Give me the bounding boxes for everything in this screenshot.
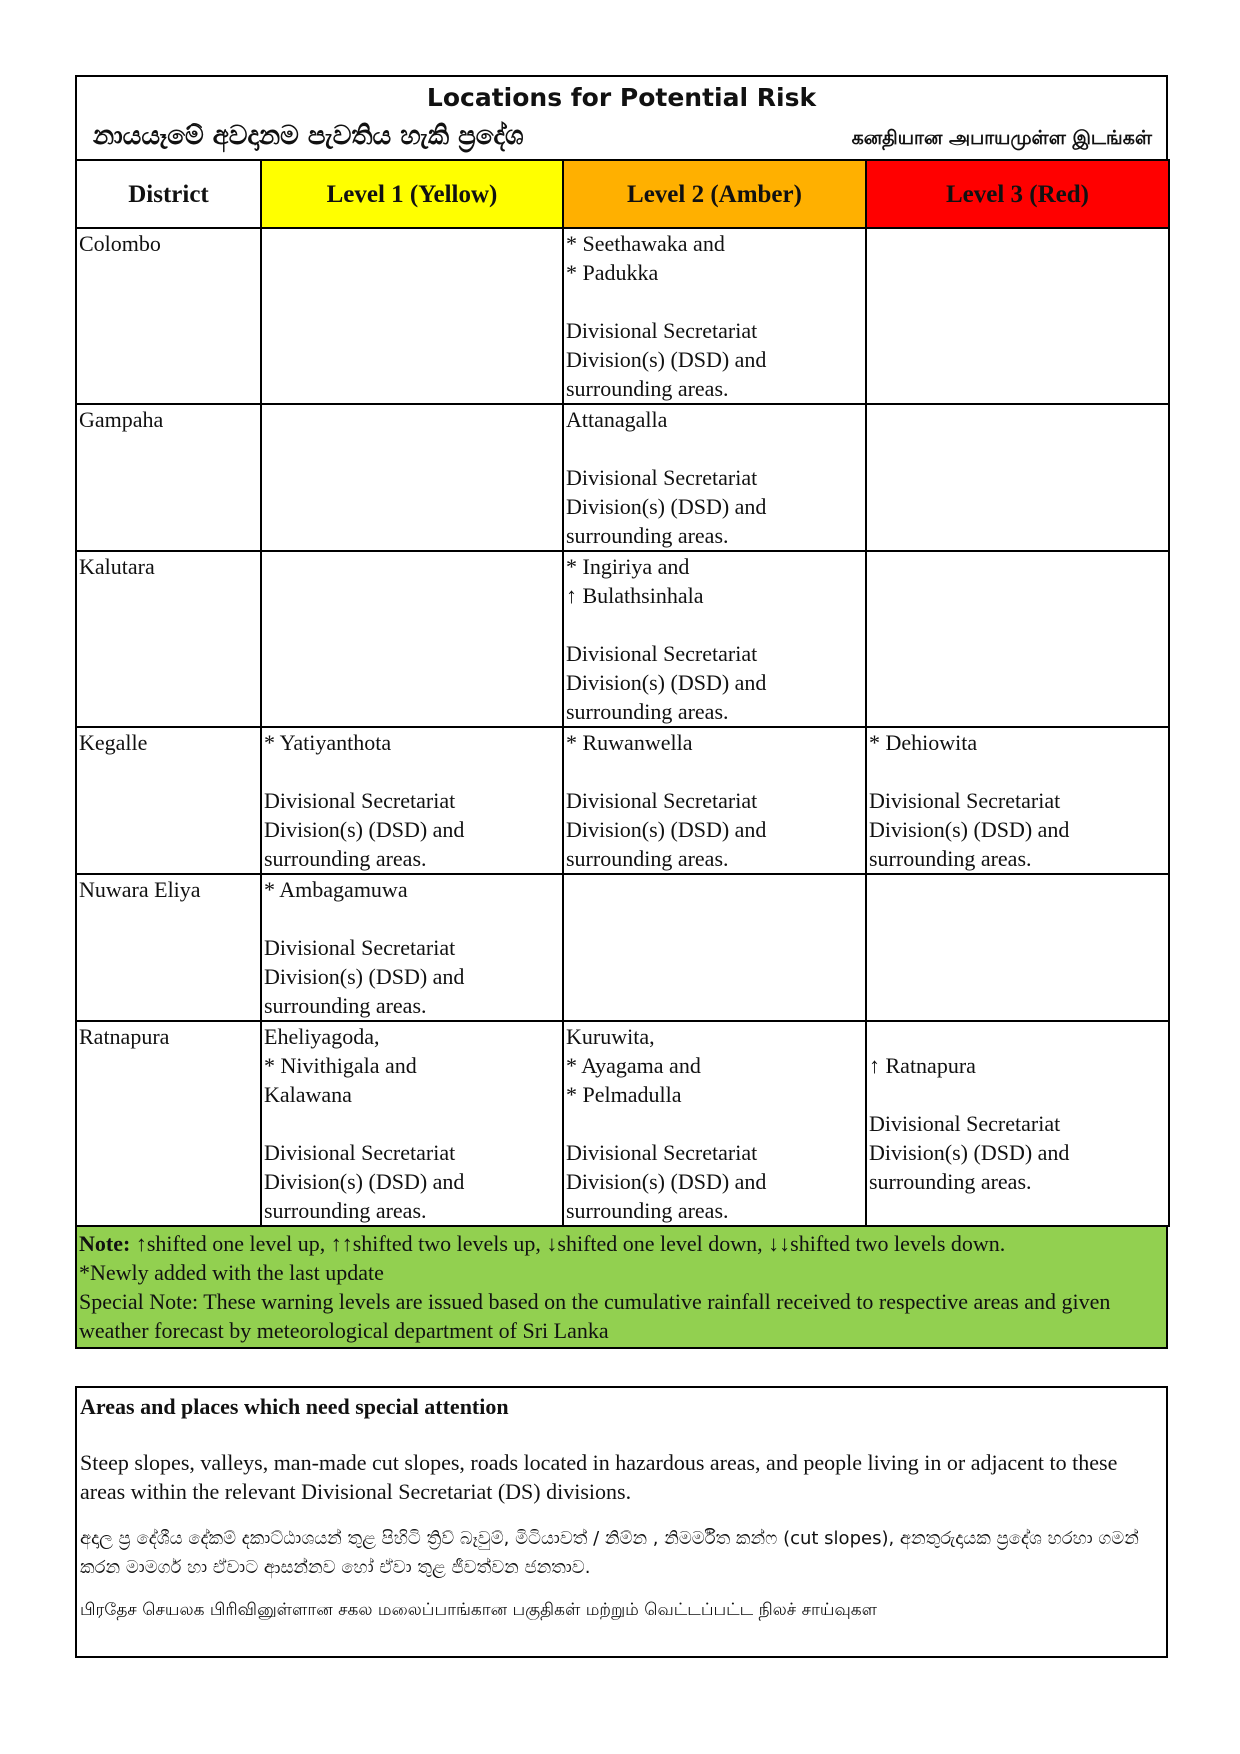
title-tamil: கனதியான அபாயமுள்ள இடங்கள் [851, 127, 1152, 149]
dsd-text: surrounding areas. [869, 846, 1032, 871]
district-cell: Nuwara Eliya [76, 874, 261, 1021]
district-cell: Kegalle [76, 727, 261, 874]
place-name: Eheliyagoda, [264, 1024, 380, 1049]
dsd-text: Division(s) (DSD) and [869, 817, 1070, 842]
note-box [75, 1227, 1168, 1349]
table-row [76, 404, 1169, 551]
title-english: Locations for Potential Risk [426, 83, 817, 112]
risk-sheet [75, 75, 1168, 1349]
attention-english: Steep slopes, valleys, man-made cut slopes, roads located in hazardous areas, and people living in or adjacent to these areas within the relevant Divisional Secretariat (DS) divisions. [80, 1450, 1118, 1504]
level-1-cell [261, 228, 563, 404]
district-cell: Kalutara [76, 551, 261, 727]
dsd-text: Division(s) (DSD) and [264, 1169, 465, 1194]
place-name: * Dehiowita [869, 730, 978, 755]
level-2-cell [563, 874, 866, 1021]
place-name: Kuruwita, [566, 1024, 655, 1049]
place-name: * Ruwanwella [566, 730, 693, 755]
note-line-1 [79, 1229, 1164, 1258]
dsd-text: surrounding areas. [869, 1169, 1032, 1194]
column-header-district: District [76, 160, 261, 228]
dsd-text: Divisional Secretariat [566, 318, 758, 343]
attention-tamil: பிரதேச செயலக பிரிவினுள்ளான சகல மலைப்பாங்கான பகுதிகள் மற்றும் வெட்டப்பட்ட நிலச் சாய்வுகள [80, 1600, 877, 1620]
column-header-level-1: Level 1 (Yellow) [261, 160, 563, 228]
dsd-text: Divisional Secretariat [264, 935, 456, 960]
dsd-text: Divisional Secretariat [264, 1140, 456, 1165]
district-cell: Colombo [76, 228, 261, 404]
place-name: ↑ Ratnapura [869, 1053, 976, 1078]
table-row [76, 551, 1169, 727]
header-row [76, 160, 1169, 228]
dsd-text: surrounding areas. [566, 1198, 729, 1223]
level-1-cell [261, 1021, 563, 1226]
attention-sinhala: අදාල ප්‍ර දේශීය දේකම් දකාට්ඨාශයන් තුළ පිහිටි ත්‍රිව් බෑවුම්, මිටියාවත් / නිම්න , නිමර්මිත කන්ෆ (cut slopes), අනතුරුදායක ප්‍රදේශ හරහා ගමන් කරන මාමර්ග හා ඒවාට ආසන්නව හෝ ඒවා තුළ ජීවත්වන ජනතාව. [80, 1528, 1139, 1578]
special-attention-box [75, 1386, 1168, 1658]
special-note: Special Note: These warning levels are issued based on the cumulative rainfall received to respective areas and given weather forecast by meteorological department of Sri Lanka [79, 1289, 1111, 1343]
title-box [75, 75, 1168, 159]
place-name: * Seethawaka and [566, 231, 725, 256]
level-3-cell [866, 404, 1169, 551]
dsd-text: Divisional Secretariat [869, 788, 1061, 813]
dsd-text: Division(s) (DSD) and [566, 347, 767, 372]
table-row [76, 727, 1169, 874]
dsd-text: surrounding areas. [566, 846, 729, 871]
table-row [76, 1021, 1169, 1226]
district-cell: Ratnapura [76, 1021, 261, 1226]
dsd-text: Divisional Secretariat [264, 788, 456, 813]
place-name: * Nivithigala and [264, 1053, 417, 1078]
level-3-cell [866, 551, 1169, 727]
place-name: * Yatiyanthota [264, 730, 392, 755]
level-1-cell [261, 727, 563, 874]
dsd-text: Division(s) (DSD) and [566, 670, 767, 695]
level-2-cell [563, 228, 866, 404]
title-sinhala: නායයෑමේ අවදානම පැවතිය හැකි ප්‍රදේශ [93, 121, 524, 151]
column-header-level-3: Level 3 (Red) [866, 160, 1169, 228]
place-name: * Ambagamuwa [264, 877, 408, 902]
level-2-cell [563, 551, 866, 727]
level-1-cell [261, 551, 563, 727]
table-row [76, 874, 1169, 1021]
dsd-text: Division(s) (DSD) and [264, 817, 465, 842]
level-3-cell [866, 874, 1169, 1021]
place-name: Kalawana [264, 1082, 352, 1107]
dsd-text: surrounding areas. [566, 376, 729, 401]
dsd-text: surrounding areas. [264, 993, 427, 1018]
note-label: Note: [79, 1231, 131, 1256]
level-3-cell [866, 727, 1169, 874]
note-line-2: *Newly added with the last update [79, 1260, 384, 1285]
place-name: * Padukka [566, 260, 659, 285]
place-name: ↑ Bulathsinhala [566, 583, 704, 608]
dsd-text: surrounding areas. [264, 1198, 427, 1223]
place-name: * Pelmadulla [566, 1082, 682, 1107]
dsd-text: Divisional Secretariat [566, 465, 758, 490]
level-1-cell [261, 404, 563, 551]
level-2-cell [563, 727, 866, 874]
dsd-text: Division(s) (DSD) and [566, 817, 767, 842]
level-2-cell [563, 404, 866, 551]
risk-table [75, 159, 1170, 1227]
level-1-cell [261, 874, 563, 1021]
attention-title: Areas and places which need special attention [80, 1394, 509, 1419]
dsd-text: Division(s) (DSD) and [566, 1169, 767, 1194]
level-2-cell [563, 1021, 866, 1226]
dsd-text: Divisional Secretariat [566, 788, 758, 813]
risk-table-body [76, 228, 1169, 1226]
place-name: * Ingiriya and [566, 554, 690, 579]
dsd-text: surrounding areas. [566, 523, 729, 548]
dsd-text: Divisional Secretariat [566, 641, 758, 666]
dsd-text: Divisional Secretariat [566, 1140, 758, 1165]
district-cell: Gampaha [76, 404, 261, 551]
table-row [76, 228, 1169, 404]
dsd-text: Divisional Secretariat [869, 1111, 1061, 1136]
dsd-text: surrounding areas. [264, 846, 427, 871]
place-name: Attanagalla [566, 407, 668, 432]
column-header-level-2: Level 2 (Amber) [563, 160, 866, 228]
dsd-text: surrounding areas. [566, 699, 729, 724]
dsd-text: Division(s) (DSD) and [566, 494, 767, 519]
note-legend: ↑shifted one level up, ↑↑shifted two levels up, ↓shifted one level down, ↓↓shifted two levels down. [130, 1231, 1006, 1256]
level-3-cell [866, 1021, 1169, 1226]
dsd-text: Division(s) (DSD) and [869, 1140, 1070, 1165]
place-name: * Ayagama and [566, 1053, 701, 1078]
dsd-text: Division(s) (DSD) and [264, 964, 465, 989]
level-3-cell [866, 228, 1169, 404]
